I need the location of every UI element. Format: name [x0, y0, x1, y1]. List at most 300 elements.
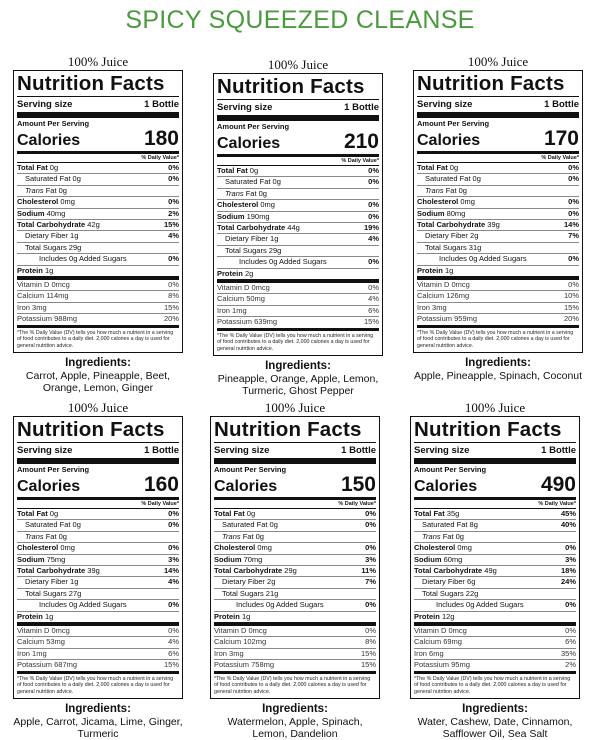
nutrient-name: Calcium — [214, 637, 242, 647]
nutrient-dv: 2% — [168, 208, 179, 218]
sodium-row — [17, 209, 179, 220]
cholesterol-row — [17, 543, 179, 554]
dietary-fiber-row — [17, 231, 179, 242]
cholesterol-row — [417, 197, 579, 208]
nutrient-dv: 3% — [168, 554, 179, 564]
nutrient-name: Total Fat — [214, 509, 245, 518]
nutrient-name: Iron — [217, 305, 230, 315]
nutrition-panel — [410, 400, 580, 740]
nutrient-amount: 1mg — [232, 305, 247, 315]
calories-label: Calories — [417, 132, 481, 149]
nutrient-dv: 8% — [168, 291, 179, 301]
nutrient-amount: 0mg — [60, 197, 75, 207]
trans-fat-row — [417, 186, 579, 197]
nutrient-name: Protein — [214, 611, 240, 621]
nutrient-amount: 1g — [270, 234, 279, 244]
daily-value-header: % Daily Value* — [214, 500, 376, 509]
total-carbohydrate-row — [217, 223, 379, 234]
nutrient-amount: 0g — [472, 174, 481, 184]
nutrient-amount: 1g — [70, 577, 79, 587]
nutrient-dv: 0% — [168, 626, 179, 636]
total-fat-row — [414, 509, 576, 520]
nutrient-dv: 6% — [368, 305, 379, 315]
daily-value-footnote: *The % Daily Value (DV) tells you how much a nutrient in a serving of food contributes to a daily diet. 2,000 calories a day is used for general nutrition advice. — [17, 329, 174, 349]
nutrient-amount: 53mg — [46, 637, 65, 647]
serving-size-value: 1 Bottle — [344, 102, 379, 113]
total-fat-row — [417, 163, 579, 174]
saturated-fat-row — [217, 177, 379, 188]
nutrient-name: Vitamin D — [17, 626, 50, 636]
nutrition-facts-title: Nutrition Facts — [414, 419, 576, 443]
nutrient-amount: 0mg — [457, 543, 472, 553]
calcium-row — [214, 637, 376, 648]
calcium-row — [414, 637, 576, 648]
nutrient-name: Sodium — [17, 554, 45, 564]
nutrient-name: Includes 0g Added Sugars — [39, 600, 127, 610]
dietary-fiber-row — [414, 577, 576, 588]
calories-label: Calories — [214, 478, 278, 495]
nutrient-name: Calcium — [17, 637, 45, 647]
potassium-row — [414, 660, 576, 673]
serving-size-label: Serving size — [214, 445, 270, 456]
juice-label: 100% Juice — [67, 400, 129, 415]
calories-value: 170 — [543, 127, 579, 150]
nutrient-amount: 2g — [267, 577, 276, 587]
nutrient-dv: 0% — [565, 600, 576, 610]
nutrient-dv: 10% — [563, 291, 579, 301]
nutrient-name: Cholesterol — [214, 543, 256, 553]
nutrient-amount: Fat 0g — [243, 188, 267, 198]
daily-value-header: % Daily Value* — [414, 500, 576, 509]
nutrient-amount: 80mg — [446, 208, 466, 218]
nutrient-amount: 988mg — [54, 314, 78, 324]
daily-value-footnote: *The % Daily Value (DV) tells you how much a nutrient in a serving of food contributes to a daily diet. 2,000 calories a day is used for general nutrition advice. — [417, 329, 574, 349]
nutrient-dv: 0% — [565, 626, 576, 636]
nutrition-panel — [13, 54, 183, 394]
nutrient-dv: 0% — [168, 509, 179, 518]
juice-label: 100% Juice — [267, 57, 329, 72]
amount-per-serving: Amount Per Serving — [417, 119, 490, 128]
saturated-fat-row — [17, 174, 179, 185]
daily-value-header: % Daily Value* — [17, 500, 179, 509]
serving-size-row — [17, 443, 179, 464]
nutrient-dv: 7% — [568, 231, 579, 241]
nutrient-amount: 959mg — [454, 314, 478, 324]
nutrient-name: Protein — [414, 611, 440, 621]
total-sugars-row — [17, 243, 179, 254]
nutrient-amount: Fat 0g — [440, 531, 464, 541]
nutrient-dv: 0% — [168, 254, 179, 264]
dietary-fiber-row — [214, 577, 376, 588]
serving-size-row — [417, 97, 579, 118]
vitamin-d-row — [217, 283, 379, 294]
amount-per-serving: Amount Per Serving — [414, 465, 487, 474]
nutrient-name: Vitamin D — [217, 283, 250, 293]
nutrient-amount: 0mcg — [448, 626, 467, 636]
nutrient-dv: 0% — [368, 283, 379, 293]
calories-label: Calories — [17, 478, 81, 495]
nutrient-name: Iron — [17, 302, 30, 312]
serving-size-label: Serving size — [17, 445, 73, 456]
iron-row — [214, 649, 376, 660]
nutrient-amount: 0g — [72, 174, 81, 184]
trans-fat-row — [17, 186, 179, 197]
daily-value-footnote: *The % Daily Value (DV) tells you how much a nutrient in a serving of food contributes to a daily diet. 2,000 calories a day is used for general nutrition advice. — [214, 675, 371, 695]
nutrient-name: Iron — [417, 302, 430, 312]
nutrient-dv: 0% — [365, 543, 376, 553]
nutrient-dv: 11% — [361, 566, 376, 576]
nutrient-dv: 15% — [163, 220, 179, 230]
serving-size-label: Serving size — [414, 445, 470, 456]
potassium-row — [17, 314, 179, 327]
nutrient-amount: 1g — [44, 265, 54, 275]
trans-fat-row — [414, 532, 576, 543]
nutrient-name: Protein — [417, 265, 443, 275]
nutrition-facts-label — [410, 416, 580, 699]
ingredients-heading: Ingredients: — [262, 702, 328, 715]
nutrient-name: Total Sugars — [422, 588, 464, 598]
nutrient-name: Sodium — [217, 211, 245, 221]
nutrient-name: Total Sugars — [222, 588, 264, 598]
nutrient-dv: 40% — [560, 520, 576, 530]
protein-row — [217, 269, 379, 283]
calories-row — [217, 131, 379, 157]
nutrient-amount: 3mg — [229, 648, 244, 658]
nutrition-panel — [413, 54, 583, 382]
serving-size-row — [217, 100, 379, 121]
nutrient-name: Vitamin D — [214, 626, 247, 636]
nutrient-amount: 42g — [87, 220, 100, 230]
nutrient-name: Potassium — [417, 314, 453, 324]
nutrient-name: Total Sugars — [425, 242, 467, 252]
saturated-fat-row — [17, 520, 179, 531]
serving-size-value: 1 Bottle — [144, 99, 179, 110]
serving-size-value: 1 Bottle — [341, 445, 376, 456]
nutrient-dv: 0% — [365, 626, 376, 636]
nutrient-name: Potassium — [217, 317, 253, 327]
nutrient-amount: 6mg — [429, 648, 444, 658]
total-sugars-row — [414, 589, 576, 600]
nutrient-dv: 20% — [563, 314, 579, 324]
nutrient-dv: 4% — [368, 234, 379, 244]
nutrient-name: Total Fat — [417, 163, 448, 172]
nutrient-amount: 8g — [469, 520, 478, 530]
nutrient-amount: 1g — [44, 611, 54, 621]
nutrient-amount: 0mcg — [251, 283, 270, 293]
nutrient-name: Cholesterol — [414, 543, 456, 553]
nutrient-dv: 0% — [365, 600, 376, 610]
nutrient-dv: 15% — [360, 660, 376, 670]
nutrient-dv: 15% — [360, 648, 376, 658]
calories-value: 160 — [143, 473, 179, 496]
serving-size-row — [214, 443, 376, 464]
calories-value: 180 — [143, 127, 179, 150]
nutrient-amount: 49g — [484, 566, 497, 576]
nutrient-name: Calcium — [217, 294, 245, 304]
nutrient-amount: 60mg — [443, 554, 463, 564]
nutrient-name: Cholesterol — [217, 200, 259, 210]
nutrient-amount: 102mg — [243, 637, 267, 647]
juice-label: 100% Juice — [264, 400, 326, 415]
calcium-row — [217, 294, 379, 305]
nutrient-amount: 0g — [246, 509, 256, 518]
nutrient-amount: 0g — [449, 163, 459, 172]
daily-value-footnote: *The % Daily Value (DV) tells you how much a nutrient in a serving of food contributes to a daily diet. 2,000 calories a day is used for general nutrition advice. — [17, 675, 174, 695]
nutrient-name: Total Fat — [17, 163, 48, 172]
nutrient-dv: 0% — [568, 208, 579, 218]
cholesterol-row — [17, 197, 179, 208]
ingredients-heading: Ingredients: — [65, 356, 131, 369]
nutrient-name: Includes 0g Added Sugars — [39, 254, 127, 264]
iron-row — [17, 303, 179, 314]
nutrient-dv: 15% — [163, 660, 179, 670]
nutrient-amount: 22g — [465, 588, 479, 598]
nutrient-amount: 0g — [269, 520, 278, 530]
nutrient-name: Sodium — [414, 554, 442, 564]
vitamin-d-row — [214, 626, 376, 637]
nutrient-dv: 0% — [168, 197, 179, 207]
nutrient-dv: 7% — [365, 577, 376, 587]
nutrient-dv: 0% — [368, 166, 379, 175]
calories-value: 210 — [343, 130, 379, 153]
nutrition-facts-title: Nutrition Facts — [217, 76, 379, 100]
total-carbohydrate-row — [417, 220, 579, 231]
nutrition-facts-label — [13, 70, 183, 353]
nutrient-name: Includes 0g Added Sugars — [236, 600, 324, 610]
total-fat-row — [17, 509, 179, 520]
nutrition-panel — [213, 57, 383, 397]
total-sugars-row — [417, 243, 579, 254]
nutrient-amount: 1g — [444, 265, 454, 275]
dietary-fiber-row — [217, 234, 379, 245]
nutrient-name: Saturated Fat — [25, 174, 71, 184]
nutrient-amount: 2g — [470, 231, 479, 241]
nutrient-dv: 6% — [565, 637, 576, 647]
daily-value-header: % Daily Value* — [217, 157, 379, 166]
nutrient-name: Dietary Fiber — [25, 577, 68, 587]
nutrient-amount: 0mcg — [248, 626, 267, 636]
nutrient-dv: 35% — [560, 648, 576, 658]
nutrient-amount: 29g — [268, 245, 282, 255]
vitamin-d-row — [17, 280, 179, 291]
calories-value: 490 — [540, 473, 576, 496]
nutrient-dv: 0% — [568, 254, 579, 264]
nutrient-amount: 1mg — [32, 648, 47, 658]
calories-label: Calories — [414, 478, 478, 495]
sodium-row — [214, 555, 376, 566]
nutrient-name: Includes 0g Added Sugars — [439, 254, 527, 264]
nutrient-amount: 0g — [49, 163, 59, 172]
saturated-fat-row — [417, 174, 579, 185]
nutrient-amount: 114mg — [46, 291, 69, 301]
nutrient-name: Includes 0g Added Sugars — [436, 600, 524, 610]
cholesterol-row — [217, 200, 379, 211]
nutrient-dv: 14% — [563, 220, 579, 230]
iron-row — [414, 649, 576, 660]
nutrient-dv: 0% — [568, 197, 579, 207]
dietary-fiber-row — [417, 231, 579, 242]
nutrient-name: Total Carbohydrate — [217, 223, 286, 233]
serving-size-label: Serving size — [217, 102, 273, 113]
nutrient-dv: 0% — [368, 257, 379, 267]
nutrient-dv: 0% — [168, 543, 179, 553]
nutrient-name: Saturated Fat — [222, 520, 268, 530]
ingredients-heading: Ingredients: — [65, 702, 131, 715]
added-sugars-row — [414, 600, 576, 611]
nutrient-name: Sodium — [214, 554, 242, 564]
total-fat-row — [214, 509, 376, 520]
daily-value-footnote: *The % Daily Value (DV) tells you how much a nutrient in a serving of food contributes to a daily diet. 2,000 calories a day is used for general nutrition advice. — [414, 675, 571, 695]
ingredients-heading: Ingredients: — [265, 359, 331, 372]
calories-row — [214, 474, 376, 500]
saturated-fat-row — [214, 520, 376, 531]
nutrient-name: Saturated Fat — [422, 520, 468, 530]
nutrient-amount: 39g — [487, 220, 500, 230]
nutrient-amount: 70mg — [243, 554, 263, 564]
nutrient-amount: 21g — [265, 588, 279, 598]
nutrient-dv: 0% — [365, 509, 376, 518]
nutrient-name: Cholesterol — [417, 197, 459, 207]
nutrient-name: Dietary Fiber — [25, 231, 68, 241]
nutrient-amount: 0mcg — [451, 280, 470, 290]
nutrient-amount: 44g — [287, 223, 300, 233]
total-sugars-row — [217, 246, 379, 257]
nutrient-dv: 6% — [168, 648, 179, 658]
nutrition-facts-label — [413, 70, 583, 353]
nutrient-name: Vitamin D — [417, 280, 450, 290]
trans-fat-row — [217, 189, 379, 200]
nutrient-name: Total Carbohydrate — [414, 566, 483, 576]
nutrient-amount: 6g — [467, 577, 476, 587]
potassium-row — [17, 660, 179, 673]
nutrient-name: Trans — [222, 531, 241, 541]
nutrient-amount: Fat 0g — [443, 185, 467, 195]
nutrient-amount: 0mg — [257, 543, 272, 553]
total-fat-row — [17, 163, 179, 174]
nutrient-name: Includes 0g Added Sugars — [239, 257, 327, 267]
nutrition-facts-title: Nutrition Facts — [214, 419, 376, 443]
potassium-row — [214, 660, 376, 673]
nutrient-dv: 0% — [368, 211, 379, 221]
nutrition-panel — [13, 400, 183, 740]
nutrient-amount: 40mg — [46, 208, 66, 218]
nutrient-amount: 31g — [468, 242, 482, 252]
nutrient-dv: 0% — [168, 163, 179, 172]
nutrient-amount: 27g — [68, 588, 82, 598]
nutrient-dv: 4% — [168, 577, 179, 587]
nutrient-name: Dietary Fiber — [422, 577, 465, 587]
nutrition-facts-title: Nutrition Facts — [17, 73, 179, 97]
nutrition-facts-label — [13, 416, 183, 699]
nutrient-name: Total Carbohydrate — [417, 220, 486, 230]
daily-value-header: % Daily Value* — [17, 154, 179, 163]
potassium-row — [217, 317, 379, 330]
nutrient-name: Dietary Fiber — [222, 577, 265, 587]
ingredients-list: Carrot, Apple, Pineapple, Beet, Orange, Lemon, Ginger — [25, 369, 171, 394]
protein-row — [17, 266, 179, 280]
nutrient-name: Total Sugars — [25, 242, 67, 252]
nutrition-panel — [210, 400, 380, 740]
nutrition-facts-label — [210, 416, 380, 699]
ingredients-heading: Ingredients: — [465, 356, 531, 369]
nutrient-amount: 69mg — [443, 637, 462, 647]
nutrient-name: Cholesterol — [17, 543, 59, 553]
calories-row — [417, 128, 579, 154]
amount-per-serving: Amount Per Serving — [17, 465, 90, 474]
nutrient-name: Calcium — [414, 637, 442, 647]
protein-row — [214, 612, 376, 626]
nutrient-name: Total Fat — [17, 509, 48, 518]
nutrient-name: Trans — [25, 185, 44, 195]
total-fat-row — [217, 166, 379, 177]
vitamin-d-row — [414, 626, 576, 637]
nutrient-name: Vitamin D — [17, 280, 50, 290]
nutrient-dv: 15% — [563, 302, 579, 312]
nutrient-name: Trans — [422, 531, 441, 541]
nutrient-dv: 15% — [163, 302, 179, 312]
nutrient-amount: 29g — [284, 566, 297, 576]
nutrient-dv: 0% — [168, 280, 179, 290]
nutrient-amount: 0g — [72, 520, 81, 530]
added-sugars-row — [417, 254, 579, 265]
nutrient-dv: 4% — [168, 637, 179, 647]
nutrient-amount: 75mg — [46, 554, 66, 564]
nutrient-name: Potassium — [414, 660, 450, 670]
nutrient-name: Potassium — [17, 660, 53, 670]
nutrient-amount: 1g — [70, 231, 79, 241]
amount-per-serving: Amount Per Serving — [214, 465, 287, 474]
nutrition-facts-label — [213, 73, 383, 356]
nutrient-dv: 20% — [163, 314, 179, 324]
protein-row — [414, 612, 576, 626]
total-carbohydrate-row — [17, 220, 179, 231]
nutrient-dv: 0% — [568, 280, 579, 290]
nutrient-amount: 0mg — [260, 200, 275, 210]
nutrient-amount: 0mcg — [51, 626, 70, 636]
nutrient-name: Total Carbohydrate — [17, 566, 86, 576]
nutrient-dv: 8% — [365, 637, 376, 647]
total-carbohydrate-row — [414, 566, 576, 577]
juice-label: 100% Juice — [467, 54, 529, 69]
nutrient-dv: 3% — [565, 554, 576, 564]
nutrient-amount: 29g — [68, 242, 82, 252]
nutrient-dv: 24% — [560, 577, 576, 587]
nutrient-dv: 0% — [168, 174, 179, 184]
ingredients-list: Pineapple, Orange, Apple, Lemon, Turmeric, Ghost Pepper — [217, 372, 379, 397]
calories-label: Calories — [17, 132, 81, 149]
calories-row — [414, 474, 576, 500]
nutrient-amount: 1g — [241, 611, 251, 621]
added-sugars-row — [217, 257, 379, 268]
ingredients-heading: Ingredients: — [462, 702, 528, 715]
serving-size-label: Serving size — [417, 99, 473, 110]
nutrient-name: Protein — [217, 268, 243, 278]
nutrient-name: Calcium — [417, 291, 445, 301]
nutrient-amount: 0g — [249, 166, 259, 175]
nutrient-name: Dietary Fiber — [225, 234, 268, 244]
amount-per-serving: Amount Per Serving — [217, 122, 290, 131]
daily-value-footnote: *The % Daily Value (DV) tells you how much a nutrient in a serving of food contributes to a daily diet. 2,000 calories a day is used for general nutrition advice. — [217, 332, 374, 352]
total-carbohydrate-row — [214, 566, 376, 577]
iron-row — [217, 306, 379, 317]
nutrient-dv: 2% — [565, 660, 576, 670]
vitamin-d-row — [17, 626, 179, 637]
nutrient-name: Protein — [17, 611, 43, 621]
protein-row — [17, 612, 179, 626]
sodium-row — [17, 555, 179, 566]
nutrient-amount: 95mg — [451, 660, 470, 670]
nutrient-dv: 45% — [560, 509, 576, 518]
